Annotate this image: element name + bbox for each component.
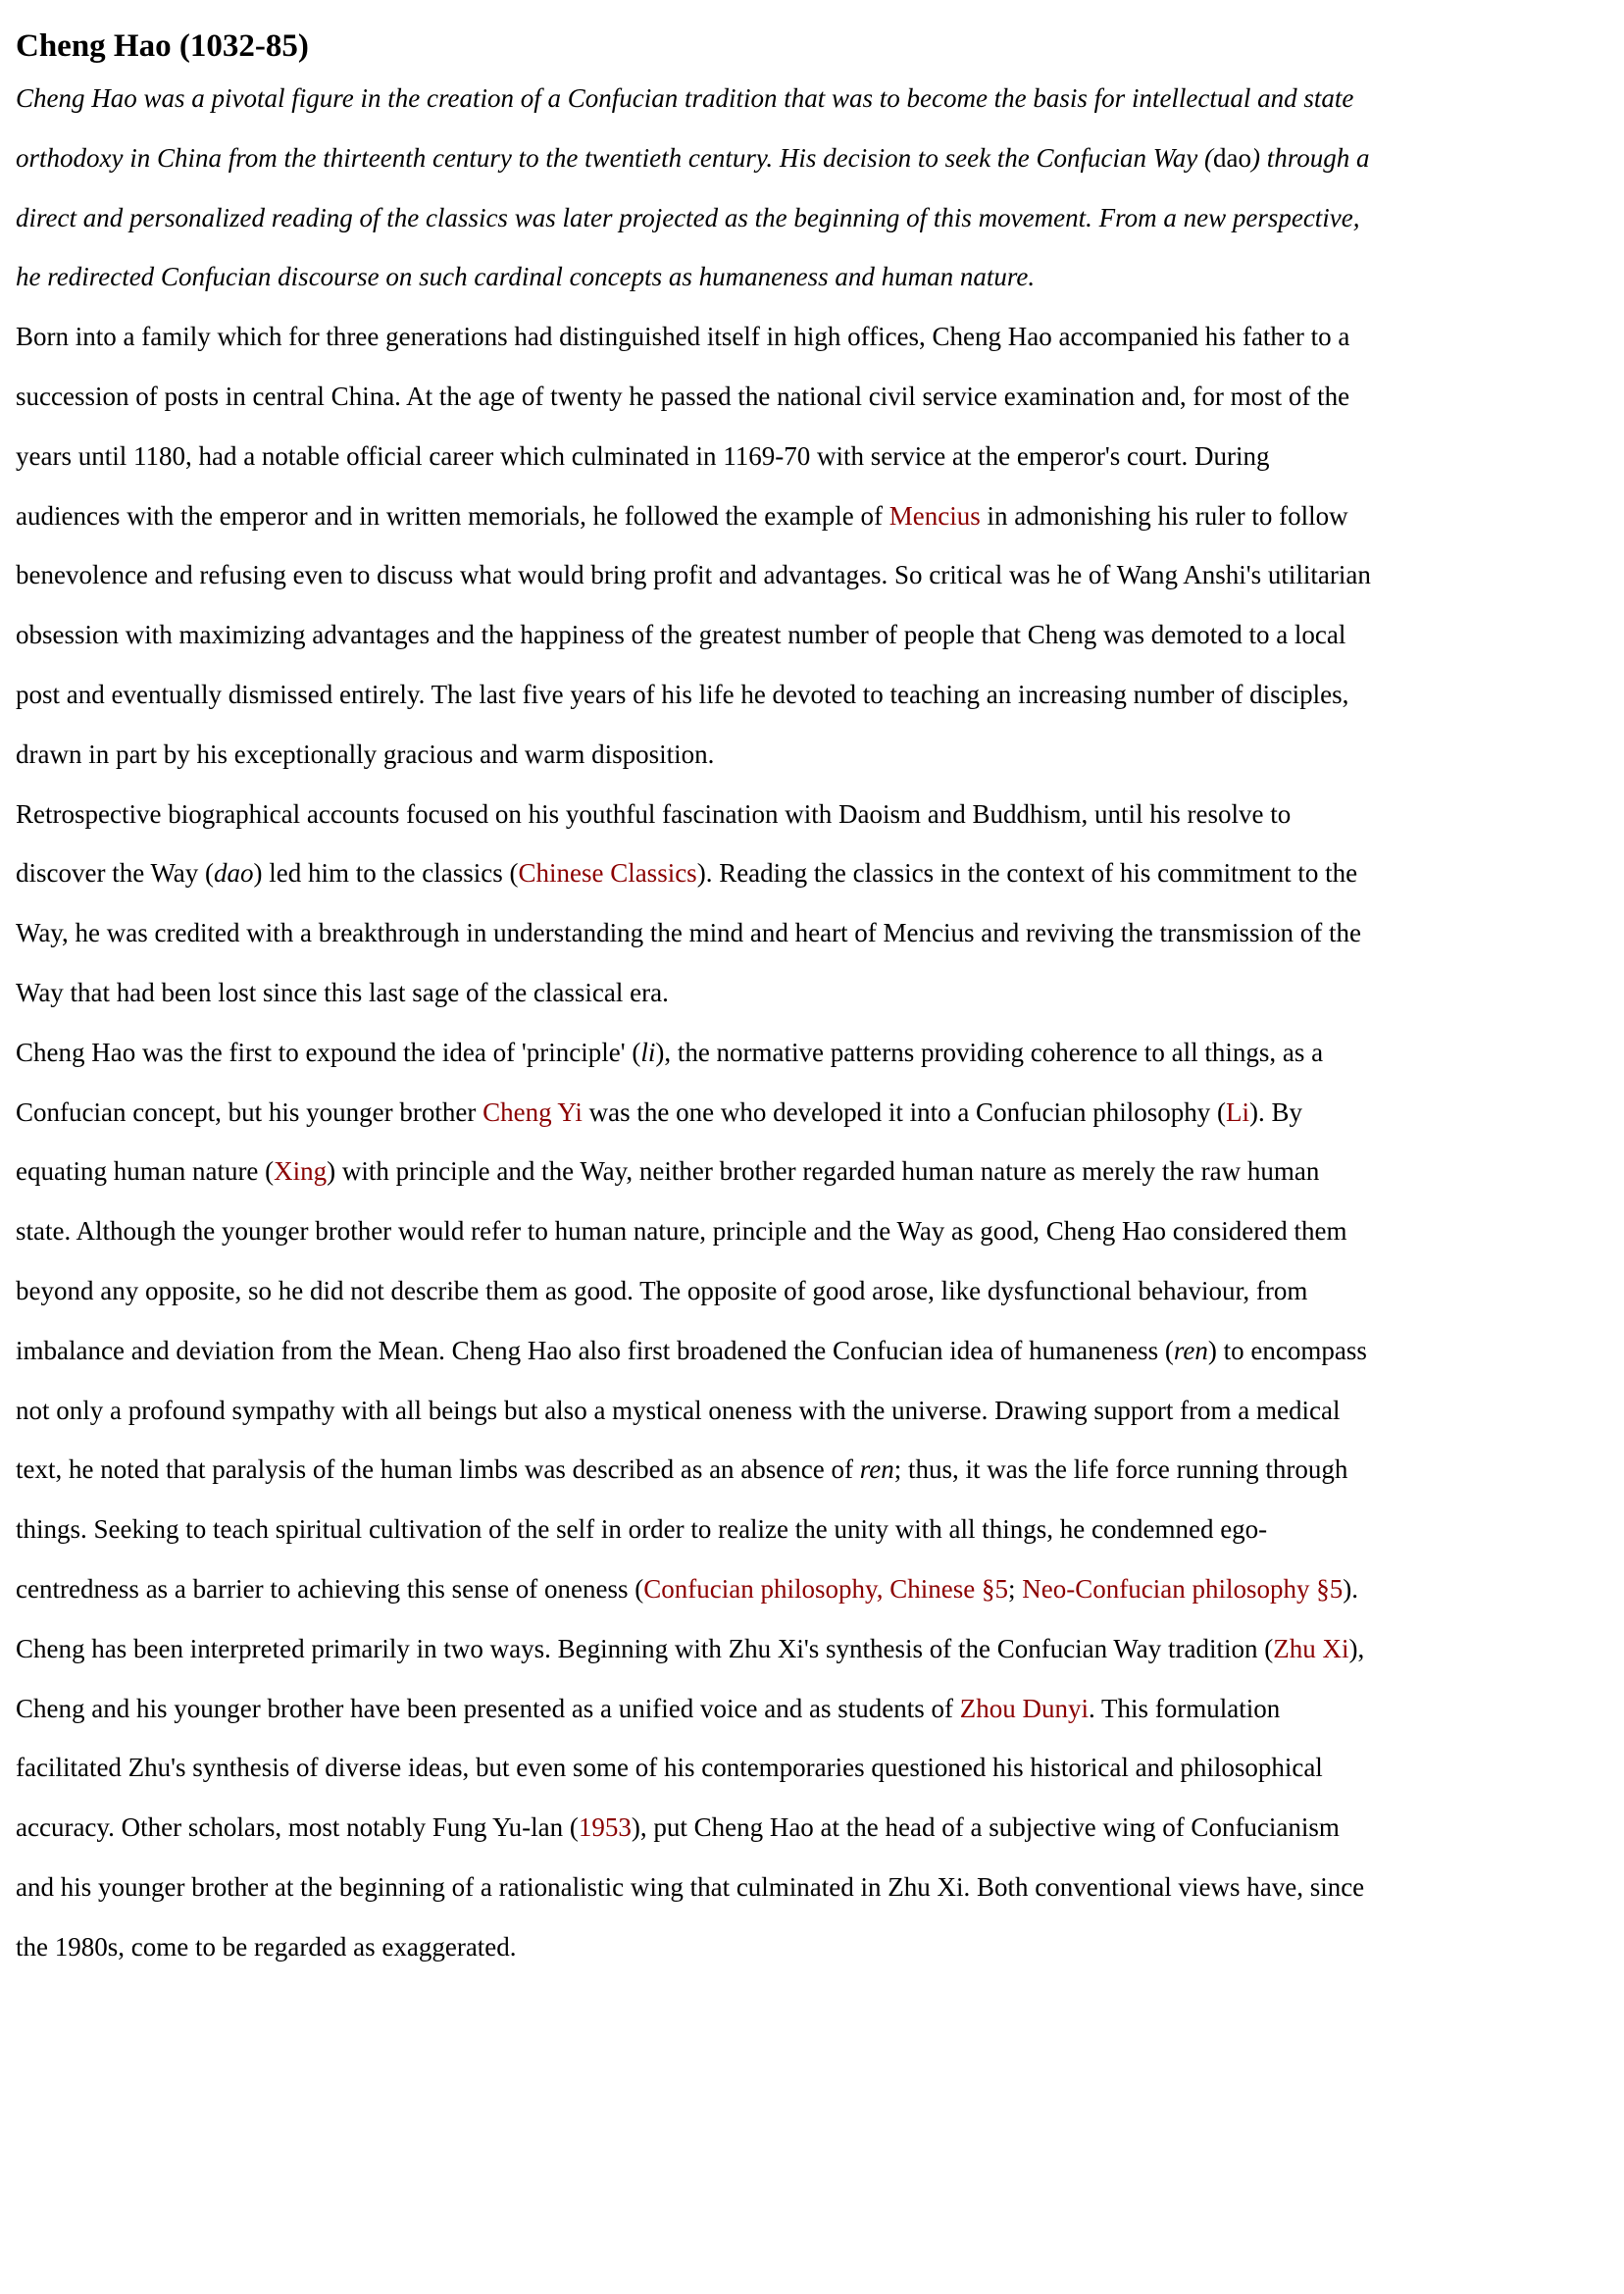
intro-term-dao: dao: [1213, 142, 1252, 173]
paragraph-text: Cheng Hao was the first to expound the idea of 'principle' (: [16, 1037, 641, 1067]
paragraph-text: in admonishing his ruler to follow benevolence and refusing even to discuss what would bring profit and advantages. So critical was he of Wang Anshi's utilitarian obsession with maximizing advantages and the happiness of the greatest number of people that Cheng was demoted to a local post and eventually dismissed entirely. The last five years of his life he devoted to teaching an increasing number of disciples, drawn in part by his exceptionally gracious and warm disposition.: [16, 500, 1371, 769]
paragraph-interpretation: [16, 1619, 1379, 1977]
link-xing[interactable]: Xing: [274, 1156, 328, 1187]
paragraph-text: ; thus, it was the life force running through things. Seeking to teach spiritual cultivation of the self in order to realize the unity with all things, he condemned ego-centredness as a barrier to achieving this sense of oneness (: [16, 1454, 1348, 1604]
link-li[interactable]: Li: [1226, 1096, 1250, 1127]
link-neo-confucian-philosophy[interactable]: Neo-Confucian philosophy §5: [1022, 1573, 1344, 1604]
link-chinese-classics[interactable]: Chinese Classics: [518, 858, 697, 889]
paragraph-text: ) to encompass not only a profound sympathy with all beings but also a mystical oneness with the universe. Drawing support from a medical text, he noted that paralysis of the human limbs was described as an absence of: [16, 1335, 1367, 1485]
paragraph-text: ) led him to the classics (: [253, 858, 519, 889]
paragraph-text: ) with principle and the Way, neither brother regarded human nature as merely the raw human state. Although the younger brother would refer to human nature, principle and the Way as good, Cheng Hao considered them beyond any opposite, so he did not describe them as good. The opposite of good arose, like dysfunctional behaviour, from imbalance and deviation from the Mean. Cheng Hao also first broadened the Confucian idea of humaneness (: [16, 1156, 1347, 1365]
paragraph-text: ), put Cheng Hao at the head of a subjective wing of Confucianism and his younger brother at the beginning of a rationalistic wing that culminated in Zhu Xi. Both conventional views have, since the 1980s, come to be regarded as exaggerated.: [16, 1812, 1365, 1962]
article-title: Cheng Hao (1032-85): [16, 28, 309, 64]
intro-paragraph: [16, 69, 1379, 307]
link-1953[interactable]: 1953: [578, 1812, 632, 1843]
paragraph-text: ;: [1008, 1573, 1023, 1604]
term-ren: ren: [1173, 1335, 1208, 1365]
term-dao: dao: [214, 858, 254, 889]
paragraph-text: ), the normative patterns providing coherence to all things, as a Confucian concept, but his younger brother: [16, 1037, 1324, 1127]
paragraph-text: Retrospective biographical accounts focused on his youthful fascination with Daoism and Buddhism, until his resolve to discover the Way (: [16, 798, 1292, 889]
paragraph-text: ), Cheng and his younger brother have been presented as a unified voice and as students of: [16, 1633, 1365, 1723]
term-li: li: [640, 1037, 656, 1067]
paragraph-text: . This formulation facilitated Zhu's synthesis of diverse ideas, but even some of his contemporaries questioned his historical and philosophical accuracy. Other scholars, most notably Fung Yu-lan (: [16, 1693, 1323, 1843]
paragraph-text: Cheng has been interpreted primarily in two ways. Beginning with Zhu Xi's synthesis of the Confucian Way tradition (: [16, 1633, 1274, 1663]
paragraph-principle: [16, 1023, 1379, 1619]
link-confucian-philosophy-chinese[interactable]: Confucian philosophy, Chinese §5: [643, 1573, 1008, 1604]
paragraph-text: ).: [1343, 1573, 1358, 1604]
intro-text: ) through a direct and personalized reading of the classics was later projected as the beginning of this movement. From a new perspective, he redirected Confucian discourse on such cardinal concepts as humaneness and human nature.: [16, 142, 1370, 292]
paragraph-text: was the one who developed it into a Confucian philosophy (: [582, 1096, 1227, 1127]
paragraph-text: ). By equating human nature (: [16, 1096, 1303, 1187]
term-ren: ren: [859, 1454, 894, 1485]
link-zhou-dunyi[interactable]: Zhou Dunyi: [959, 1693, 1089, 1723]
intro-text: Cheng Hao was a pivotal figure in the creation of a Confucian tradition that was to become the basis for intellectual and state orthodoxy in China from the thirteenth century to the twentieth century. His decision to seek the Confucian Way (: [16, 83, 1354, 173]
link-mencius[interactable]: Mencius: [888, 500, 981, 531]
link-cheng-yi[interactable]: Cheng Yi: [482, 1096, 583, 1127]
paragraph-biography: [16, 307, 1379, 784]
paragraph-text: Born into a family which for three generations had distinguished itself in high offices, Cheng Hao accompanied his father to a succession of posts in central China. At the age of twenty he passed the national civil service examination and, for most of the years until 1180, had a notable official career which culminated in 1169-70 with service at the emperor's court. During audiences with the emperor and in written memorials, he followed the example of: [16, 322, 1350, 531]
link-zhu-xi[interactable]: Zhu Xi: [1273, 1633, 1349, 1663]
paragraph-retrospective: [16, 785, 1379, 1023]
paragraph-text: ). Reading the classics in the context of his commitment to the Way, he was credited with a breakthrough in understanding the mind and heart of Mencius and reviving the transmission of the Way that had been lost since this last sage of the classical era.: [16, 858, 1361, 1007]
